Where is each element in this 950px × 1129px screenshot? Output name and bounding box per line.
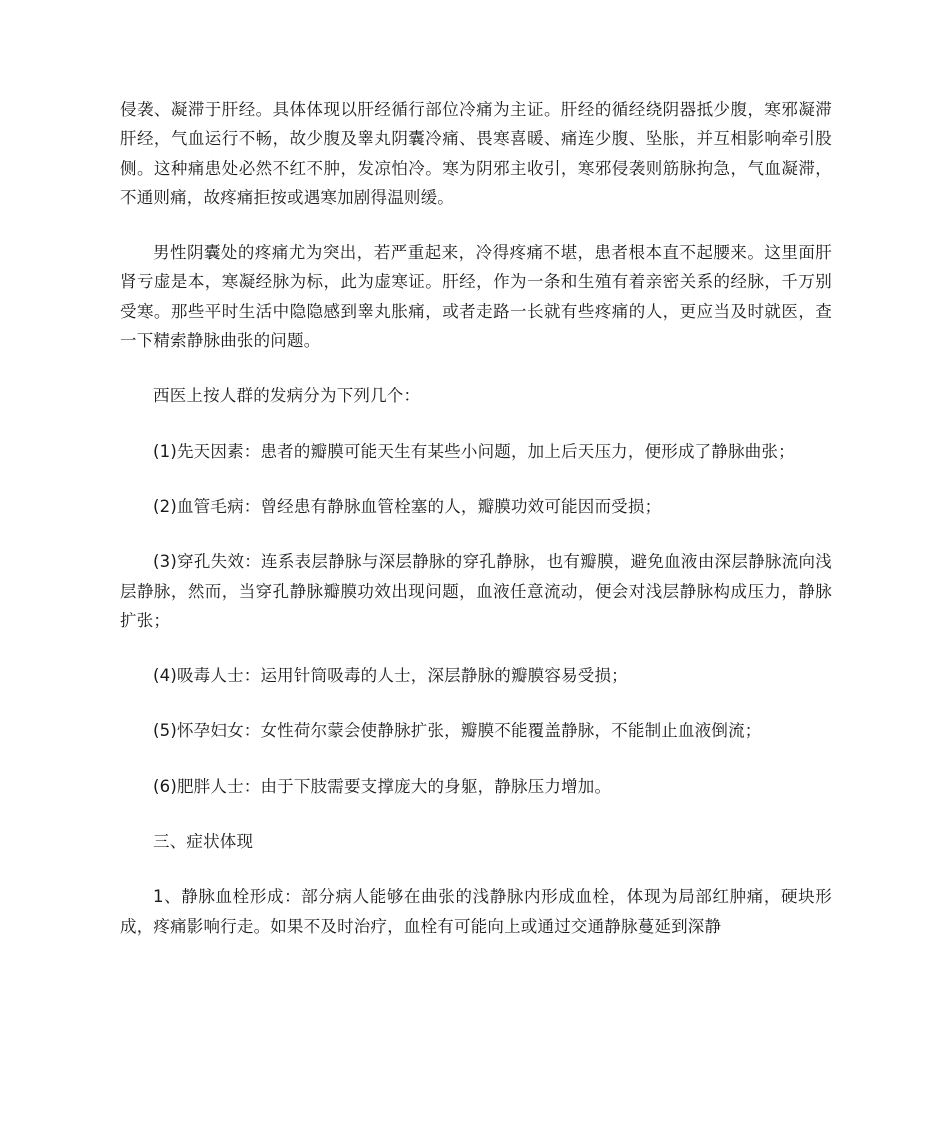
list-item-obesity: (6)肥胖人士：由于下肢需要支撑庞大的身躯，静脉压力增加。 — [153, 776, 612, 796]
paragraph-scrotal-pain: 男性阴囊处的疼痛尤为突出，若严重起来，冷得疼痛不堪，患者根本直不起腰来。这里面肝肾亏虚是本，寒凝经脉为标，此为虚寒证。肝经，作为一条和生殖有着亲密关系的经脉，千万别受寒。那些平时生活中隐隐感到睾丸胀痛，或者走路一长就有些疼痛的人，更应当及时就医，查一下精索静脉曲张的问题。 — [120, 243, 832, 351]
list-item-congenital: (1)先天因素：患者的瓣膜可能天生有某些小问题，加上后天压力，便形成了静脉曲张； — [153, 441, 795, 461]
document-page — [120, 95, 832, 967]
paragraph-thrombosis: 1、静脉血栓形成：部分病人能够在曲张的浅静脉内形成血栓，体现为局部红肿痛，硬块形成，疼痛影响行走。如果不及时治疗，血栓有可能向上或通过交通静脉蔓延到深静 — [120, 887, 832, 936]
list-item-drug-users: (4)吸毒人士：运用针筒吸毒的人士，深层静脉的瓣膜容易受损； — [153, 666, 628, 686]
list-item-pregnancy: (5)怀孕妇女：女性荷尔蒙会使静脉扩张，瓣膜不能覆盖静脉，不能制止血液倒流； — [153, 721, 762, 741]
paragraph-intro: 侵袭、凝滞于肝经。具体体现以肝经循行部位冷痛为主证。肝经的循经绕阴器抵少腹，寒邪凝滞肝经，气血运行不畅，故少腹及睾丸阴囊冷痛、畏寒喜暖、痛连少腹、坠胀，并互相影响牵引股侧。这种痛患处必然不红不肿，发凉怕冷。寒为阴邪主收引，寒邪侵袭则筋脉拘急，气血凝滞，不通则痛，故疼痛拒按或遇寒加剧得温则缓。 — [120, 100, 832, 207]
list-item-vascular: (2)血管毛病：曾经患有静脉血管栓塞的人，瓣膜功效可能因而受损； — [153, 496, 662, 516]
list-item-perforator: (3)穿孔失效：连系表层静脉与深层静脉的穿孔静脉，也有瓣膜，避免血液由深层静脉流向浅层静脉，然而，当穿孔静脉瓣膜功效出现问题，血液任意流动，便会对浅层静脉构成压力，静脉扩张； — [120, 552, 832, 630]
section-heading-symptoms: 三、症状体现 — [153, 832, 254, 852]
paragraph-western-causes-intro: 西医上按人群的发病分为下列几个： — [153, 386, 421, 406]
